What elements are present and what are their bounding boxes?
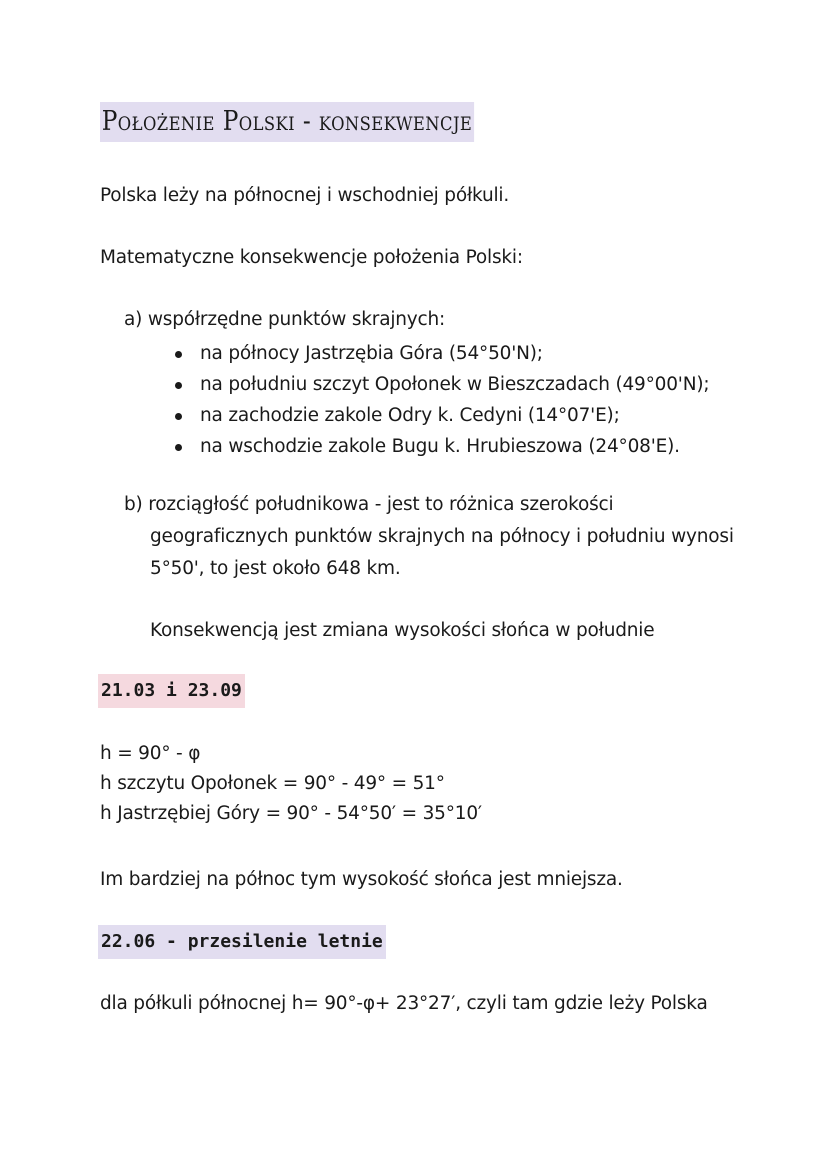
- equinox-calc-opolonek: h szczytu Opołonek = 90° - 49° = 51°: [100, 773, 445, 794]
- list-item: na wschodzie zakole Bugu k. Hrubieszowa (24°08'E).: [172, 433, 709, 464]
- consequence-text: Konsekwencją jest zmiana wysokości słońca w południe: [150, 620, 655, 641]
- point-b-line3: 5°50', to jest około 648 km.: [150, 558, 401, 579]
- bullet-icon: [175, 444, 182, 451]
- point-b-line2: geograficznych punktów skrajnych na północy i południu wynosi: [150, 526, 734, 547]
- equinox-conclusion: Im bardziej na północ tym wysokość słońca jest mniejsza.: [100, 869, 623, 890]
- equinox-calc-jastrzebia: h Jastrzębiej Góry = 90° - 54°50′ = 35°10′: [100, 803, 482, 824]
- page-title: Położenie Polski - konsekwencje: [100, 102, 474, 142]
- equinox-formula: h = 90° - φ: [100, 743, 201, 764]
- list-item: na północy Jastrzębia Góra (54°50'N);: [172, 340, 709, 371]
- intro-text: Polska leży na północnej i wschodniej półkuli.: [100, 185, 510, 206]
- bullet-icon: [175, 351, 182, 358]
- list-item: na zachodzie zakole Odry k. Cedyni (14°07'E);: [172, 402, 709, 433]
- point-a-label: a) współrzędne punktów skrajnych:: [124, 309, 446, 330]
- solstice-formula: dla półkuli północnej h= 90°-φ+ 23°27′, czyli tam gdzie leży Polska: [100, 993, 708, 1014]
- math-heading: Matematyczne konsekwencje położenia Polski:: [100, 247, 523, 268]
- extreme-points-list: [172, 340, 709, 464]
- bullet-icon: [175, 382, 182, 389]
- equinox-label: 21.03 i 23.09: [98, 674, 245, 708]
- point-b-line1: b) rozciągłość południkowa - jest to różnica szerokości: [124, 494, 614, 515]
- list-item: na południu szczyt Opołonek w Bieszczadach (49°00'N);: [172, 371, 709, 402]
- bullet-icon: [175, 413, 182, 420]
- solstice-label: 22.06 - przesilenie letnie: [98, 925, 386, 959]
